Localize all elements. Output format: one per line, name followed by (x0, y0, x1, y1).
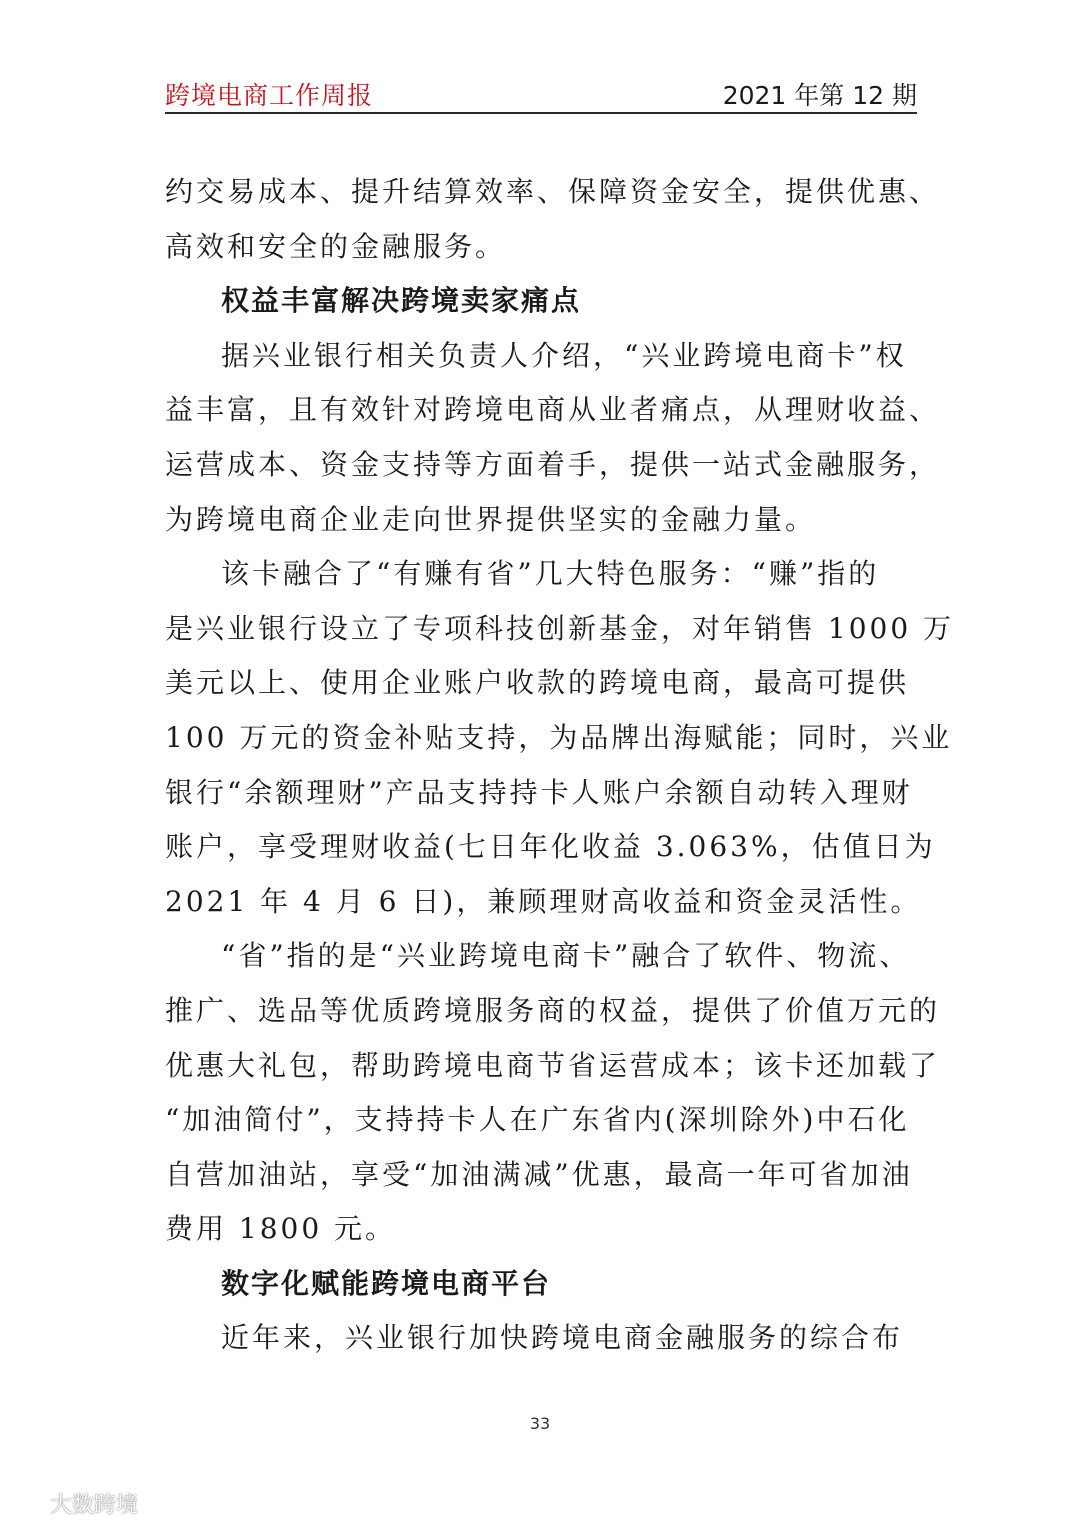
text-line: “加油简付”，支持持卡人在广东省内(深圳除外)中石化 (165, 1103, 910, 1137)
paragraph (165, 547, 955, 929)
text-line: 约交易成本、提升结算效率、保障资金安全，提供优惠、 (165, 175, 941, 208)
text-line: 100 万元的资金补贴支持，为品牌出海赋能；同时，兴业 (165, 720, 953, 754)
page-number: 33 (529, 1414, 551, 1433)
text-line: 该卡融合了“有赚有省”几大特色服务：“赚”指的 (221, 557, 880, 591)
section-heading: 数字化赋能跨境电商平台 (221, 1266, 552, 1300)
text-line: 2021 年 4 月 6 日)，兼顾理财高收益和资金灵活性。 (165, 884, 922, 918)
paragraph (165, 329, 941, 547)
watermark (10, 1488, 138, 1518)
section-heading: 权益丰富解决跨境卖家痛点 (221, 284, 582, 318)
text-line: 益丰富，且有效针对跨境电商从业者痛点，从理财收益、 (165, 393, 941, 427)
text-line: 高效和安全的金融服务。 (165, 229, 507, 263)
text-line: 近年来，兴业银行加快跨境电商金融服务的综合布 (221, 1321, 904, 1355)
paragraph-continued (165, 165, 941, 274)
text-line: 费用 1800 元。 (165, 1212, 397, 1246)
text-line: 账户，享受理财收益(七日年化收益 3.063%，估值日为 (165, 830, 936, 864)
text-line: 自营加油站，享受“加油满减”优惠，最高一年可省加油 (165, 1157, 913, 1191)
weibo-logo-icon (10, 1490, 44, 1516)
paragraph (165, 929, 941, 1257)
paragraph (165, 1311, 917, 1366)
text-line: 银行“余额理财”产品支持持卡人账户余额自动转入理财 (165, 775, 913, 809)
issue-number: 2021 年第 12 期 (722, 81, 917, 110)
page-header (165, 72, 917, 114)
text-line: 优惠大礼包，帮助跨境电商节省运营成本；该卡还加载了 (165, 1048, 941, 1082)
watermark-text: 大数跨境 (50, 1492, 139, 1518)
text-line: 为跨境电商企业走向世界提供坚实的金融力量。 (165, 502, 817, 536)
document-body (165, 165, 955, 1366)
text-line: “省”指的是“兴业跨境电商卡”融合了软件、物流、 (221, 939, 911, 973)
text-line: 美元以上、使用企业账户收款的跨境电商，最高可提供 (165, 666, 910, 700)
text-line: 是兴业银行设立了专项科技创新基金，对年销售 1000 万 (165, 611, 955, 645)
text-line: 据兴业银行相关负责人介绍，“兴业跨境电商卡”权 (221, 338, 907, 372)
text-line: 推广、选品等优质跨境服务商的权益，提供了价值万元的 (165, 993, 941, 1027)
text-line: 运营成本、资金支持等方面着手，提供一站式金融服务， (165, 447, 941, 481)
publication-title: 跨境电商工作周报 (165, 81, 374, 110)
